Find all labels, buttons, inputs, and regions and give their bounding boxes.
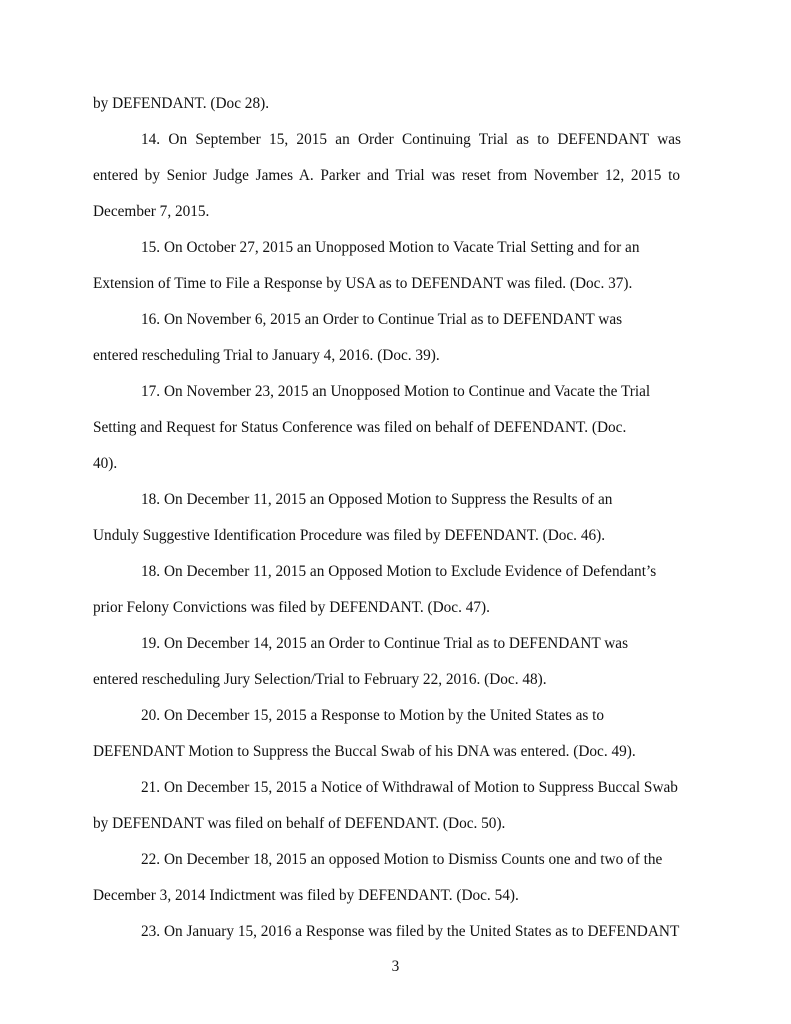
paragraph-line: 40). — [93, 455, 118, 472]
paragraph-line: Unduly Suggestive Identification Procedure was filed by DEFENDANT. (Doc. 46). — [93, 527, 606, 544]
paragraph-22-line: 22. On December 18, 2015 an opposed Motion to Dismiss Counts one and two of the — [141, 851, 663, 868]
paragraph-line: December 7, 2015. — [93, 203, 210, 220]
paragraph-line: by DEFENDANT. (Doc 28). — [93, 95, 270, 112]
paragraph-line: December 3, 2014 Indictment was filed by DEFENDANT. (Doc. 54). — [93, 887, 519, 904]
paragraph-17-line: 17. On November 23, 2015 an Unopposed Motion to Continue and Vacate the Trial — [141, 383, 651, 400]
paragraph-23-line: 23. On January 15, 2016 a Response was filed by the United States as to DEFENDANT — [141, 923, 680, 940]
paragraph-21-line: 21. On December 15, 2015 a Notice of Withdrawal of Motion to Suppress Buccal Swab — [141, 779, 678, 796]
paragraph-14-line: 14. On September 15, 2015 an Order Continuing Trial as to DEFENDANT was — [141, 131, 681, 148]
paragraph-line: by DEFENDANT was filed on behalf of DEFENDANT. (Doc. 50). — [93, 815, 506, 832]
paragraph-18a-line: 18. On December 11, 2015 an Opposed Motion to Suppress the Results of an — [141, 491, 613, 508]
paragraph-19-line: 19. On December 14, 2015 an Order to Continue Trial as to DEFENDANT was — [141, 635, 629, 652]
paragraph-line: prior Felony Convictions was filed by DEFENDANT. (Doc. 47). — [93, 599, 490, 616]
paragraph-line: DEFENDANT Motion to Suppress the Buccal Swab of his DNA was entered. (Doc. 49). — [93, 743, 636, 760]
paragraph-line: Setting and Request for Status Conference was filed on behalf of DEFENDANT. (Doc. — [93, 419, 627, 436]
paragraph-16-line: 16. On November 6, 2015 an Order to Continue Trial as to DEFENDANT was — [141, 311, 623, 328]
paragraph-line: entered by Senior Judge James A. Parker and Trial was reset from November 12, 2015 to — [93, 167, 680, 184]
paragraph-18b-line: 18. On December 11, 2015 an Opposed Motion to Exclude Evidence of Defendant’s — [141, 563, 657, 580]
page-number: 3 — [391, 958, 400, 975]
paragraph-line: entered rescheduling Jury Selection/Trial to February 22, 2016. (Doc. 48). — [93, 671, 547, 688]
paragraph-15-line: 15. On October 27, 2015 an Unopposed Motion to Vacate Trial Setting and for an — [141, 239, 640, 256]
paragraph-20-line: 20. On December 15, 2015 a Response to Motion by the United States as to — [141, 707, 605, 724]
paragraph-line: entered rescheduling Trial to January 4, 2016. (Doc. 39). — [93, 347, 440, 364]
paragraph-line: Extension of Time to File a Response by USA as to DEFENDANT was filed. (Doc. 37). — [93, 275, 633, 292]
